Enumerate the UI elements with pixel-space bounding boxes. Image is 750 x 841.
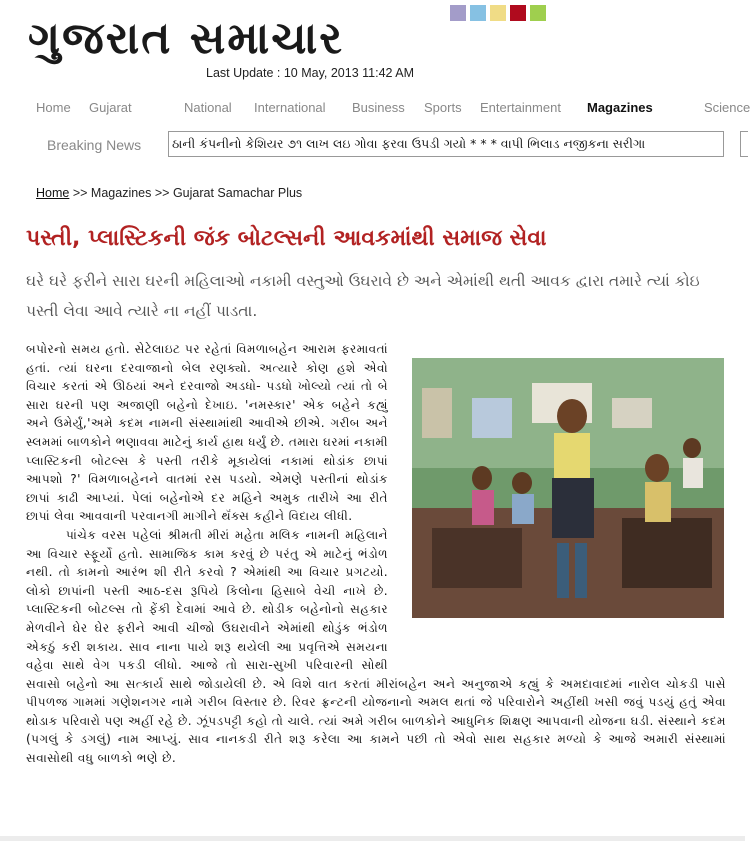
page-footer-divider: [0, 836, 745, 841]
logo-text: ગુજરાત સમાચાર: [28, 13, 344, 64]
color-theme-swatches: [450, 5, 546, 21]
breadcrumb-separator: >>: [72, 186, 88, 200]
breadcrumb-magazines[interactable]: Magazines: [90, 186, 152, 200]
breadcrumb-home[interactable]: Home: [36, 186, 70, 200]
theme-swatch-blue[interactable]: [470, 5, 486, 21]
theme-swatch-red[interactable]: [510, 5, 526, 21]
breadcrumb-current: Gujarat Samachar Plus: [172, 186, 303, 200]
article-photo: [412, 358, 724, 618]
article-photo-container: [404, 358, 726, 658]
nav-entertainment[interactable]: Entertainment: [480, 100, 561, 115]
theme-swatch-purple[interactable]: [450, 5, 466, 21]
article-paragraph-2: પાંચેક વરસ પહેલાં શ્રીમતી મીરાં મહેતા મલિક નામની મહિલાને આ વિચાર સ્ફૂર્યો હતો. સામાજિક કામ કરવું છે પરંતુ એ માટેનું ભંડોળ નથી. તો કામનો આરંભ શી રીતે કરવો ? એમાંથી આ વિચાર પ્રગટયો. લોકો છાપાંની પસ્તી આઠ-દસ રૂપિયે કિલોના હિસાબે વેચી નાખે છે. પ્લાસ્ટિકની બોટલ્સ તો ફેંકી દેવામાં આવે છે. થોડીક બહેનોનો સહકાર મેળવીને ઘેર ઘેર ફરીને આવી ચીજો ઉઘરાવીને એમાંથી થોડુંક ભંડોળ એકઠું કરી શકાય. સાવ નાના પાયે શરૂ થયેલી આ પ્રવૃત્તિએ સમયના વહેવા સાથે વેગ પકડી લીધો. આજે તો સારા-સુખી પરિવારની સોથી સવાસો બહેનો આ સત્કાર્ય સાથે જોડાયેલી છે. એ વિશે વાત કરતાં મીરાંબહેન અને અનુજાએ કહ્યું કે અમદાવાદમાં નારોલ ચોકડી પાસે પીપળજ ગામમાં ગણેશનગર નામે ગરીબ વિસ્તાર છે. રિવર ફ્રન્ટની યોજનાનો અમલ થતાં જે પરિવારોને અહીંથી ખસી જવું પડયું હતું એવા થોડાક પરિવારો પણ અહીં રહે છે. ઝૂંપડપટ્ટી કહો તો ચાલે. ત્યાં અમે ગરીબ બાળકોને આધુનિક શિક્ષણ આપવાની યોજના ઘડી. સંસ્થાને કદમ (પગલું કે ડગલું) નામ આપ્યું. સાવ નાનકડી રીતે શરૂ કરેલા આ કામને પછી તો એવો સાથ સહકાર મળ્યો કે આજે અમારી સંસ્થામાં સવાસોથી વધુ બાળકો ભણે છે.: [26, 527, 726, 766]
article-paragraph-1: બપોરનો સમય હતો. સેટેલાઇટ પર રહેતાં વિમળાબહેન આરામ ફરમાવતાં હતાં. ત્યાં ઘરના દરવાજાનો બેલ રણક્યો. અત્યારે કોણ હશે એવો વિચાર કરતાં એ ઊઠયાં અને દરવાજો અડધો- પડધો ખોલ્યો ત્યાં તો બે સારા ઘરની પણ અજાણી બહેનો દેખાઇ. 'નમસ્કાર' એક બહેને કહ્યું અને ઉમેર્યું,'અમે કદમ નામની સંસ્થામાંથી આવીએ છીએ. ગરીબ અને સ્લમમાં બાળકોને ભણાવવા માટેનું કાર્ય હાથ ધર્યું છે. તમારા ઘરમાં નકામી પ્લાસ્ટિકની બોટલ્સ કે પસ્તી તરીકે મૂકાયેલાં નકામાં થોડાંક છાપાં આપશો ?' વિમળાબહેનને વાતમાં રસ પડયો. એમણે પસ્તીનાં થોડાંક છાપાં કાઢી આપ્યાં. પેલાં બહેનોએ દર મહિને અમુક તારીખે આ રીતે છાપાં લેવા આવવાની પરવાનગી માગીને થૅંક્સ કહીને વિદાય લીધી.: [26, 342, 388, 524]
breaking-news-label: Breaking News: [47, 137, 142, 153]
main-nav: [36, 98, 750, 118]
article-body: [26, 340, 726, 768]
nav-international[interactable]: International: [254, 100, 326, 115]
nav-business[interactable]: Business: [352, 100, 405, 115]
breadcrumb: [36, 186, 302, 200]
nav-sports[interactable]: Sports: [424, 100, 462, 115]
breadcrumb-separator: >>: [154, 186, 170, 200]
search-box-edge[interactable]: [740, 131, 748, 157]
article-headline: પસ્તી, પ્લાસ્ટિકની જંક બોટલ્સની આવકમાંથી સમાજ સેવા: [26, 226, 547, 251]
nav-science[interactable]: Science: [704, 100, 750, 115]
theme-swatch-yellow[interactable]: [490, 5, 506, 21]
last-update: Last Update : 10 May, 2013 11:42 AM: [206, 66, 415, 80]
ticker-text[interactable]: ઠાની કંપનીનો કેશિયર ૭૧ લાખ લઇ ગોવા ફરવા ઉપડી ગયો * * * વાપી ભિલાડ નજીકના સરીગા: [172, 136, 646, 151]
article-subhead: ઘરે ઘરે ફરીને સારા ઘરની મહિલાઓ નકામી વસ્તુઓ ઉઘરાવે છે અને એમાંથી થતી આવક દ્વારા તમારે ત્યાં કોઇ પસ્તી લેવા આવે ત્યારે ના નહીં પાડતા.: [26, 272, 700, 320]
theme-swatch-green[interactable]: [530, 5, 546, 21]
nav-national[interactable]: National: [184, 100, 232, 115]
nav-gujarat[interactable]: Gujarat: [89, 100, 132, 115]
site-logo[interactable]: [28, 14, 438, 64]
nav-magazines[interactable]: Magazines: [587, 100, 653, 115]
breaking-news-ticker[interactable]: [168, 131, 724, 157]
nav-home[interactable]: Home: [36, 100, 71, 115]
